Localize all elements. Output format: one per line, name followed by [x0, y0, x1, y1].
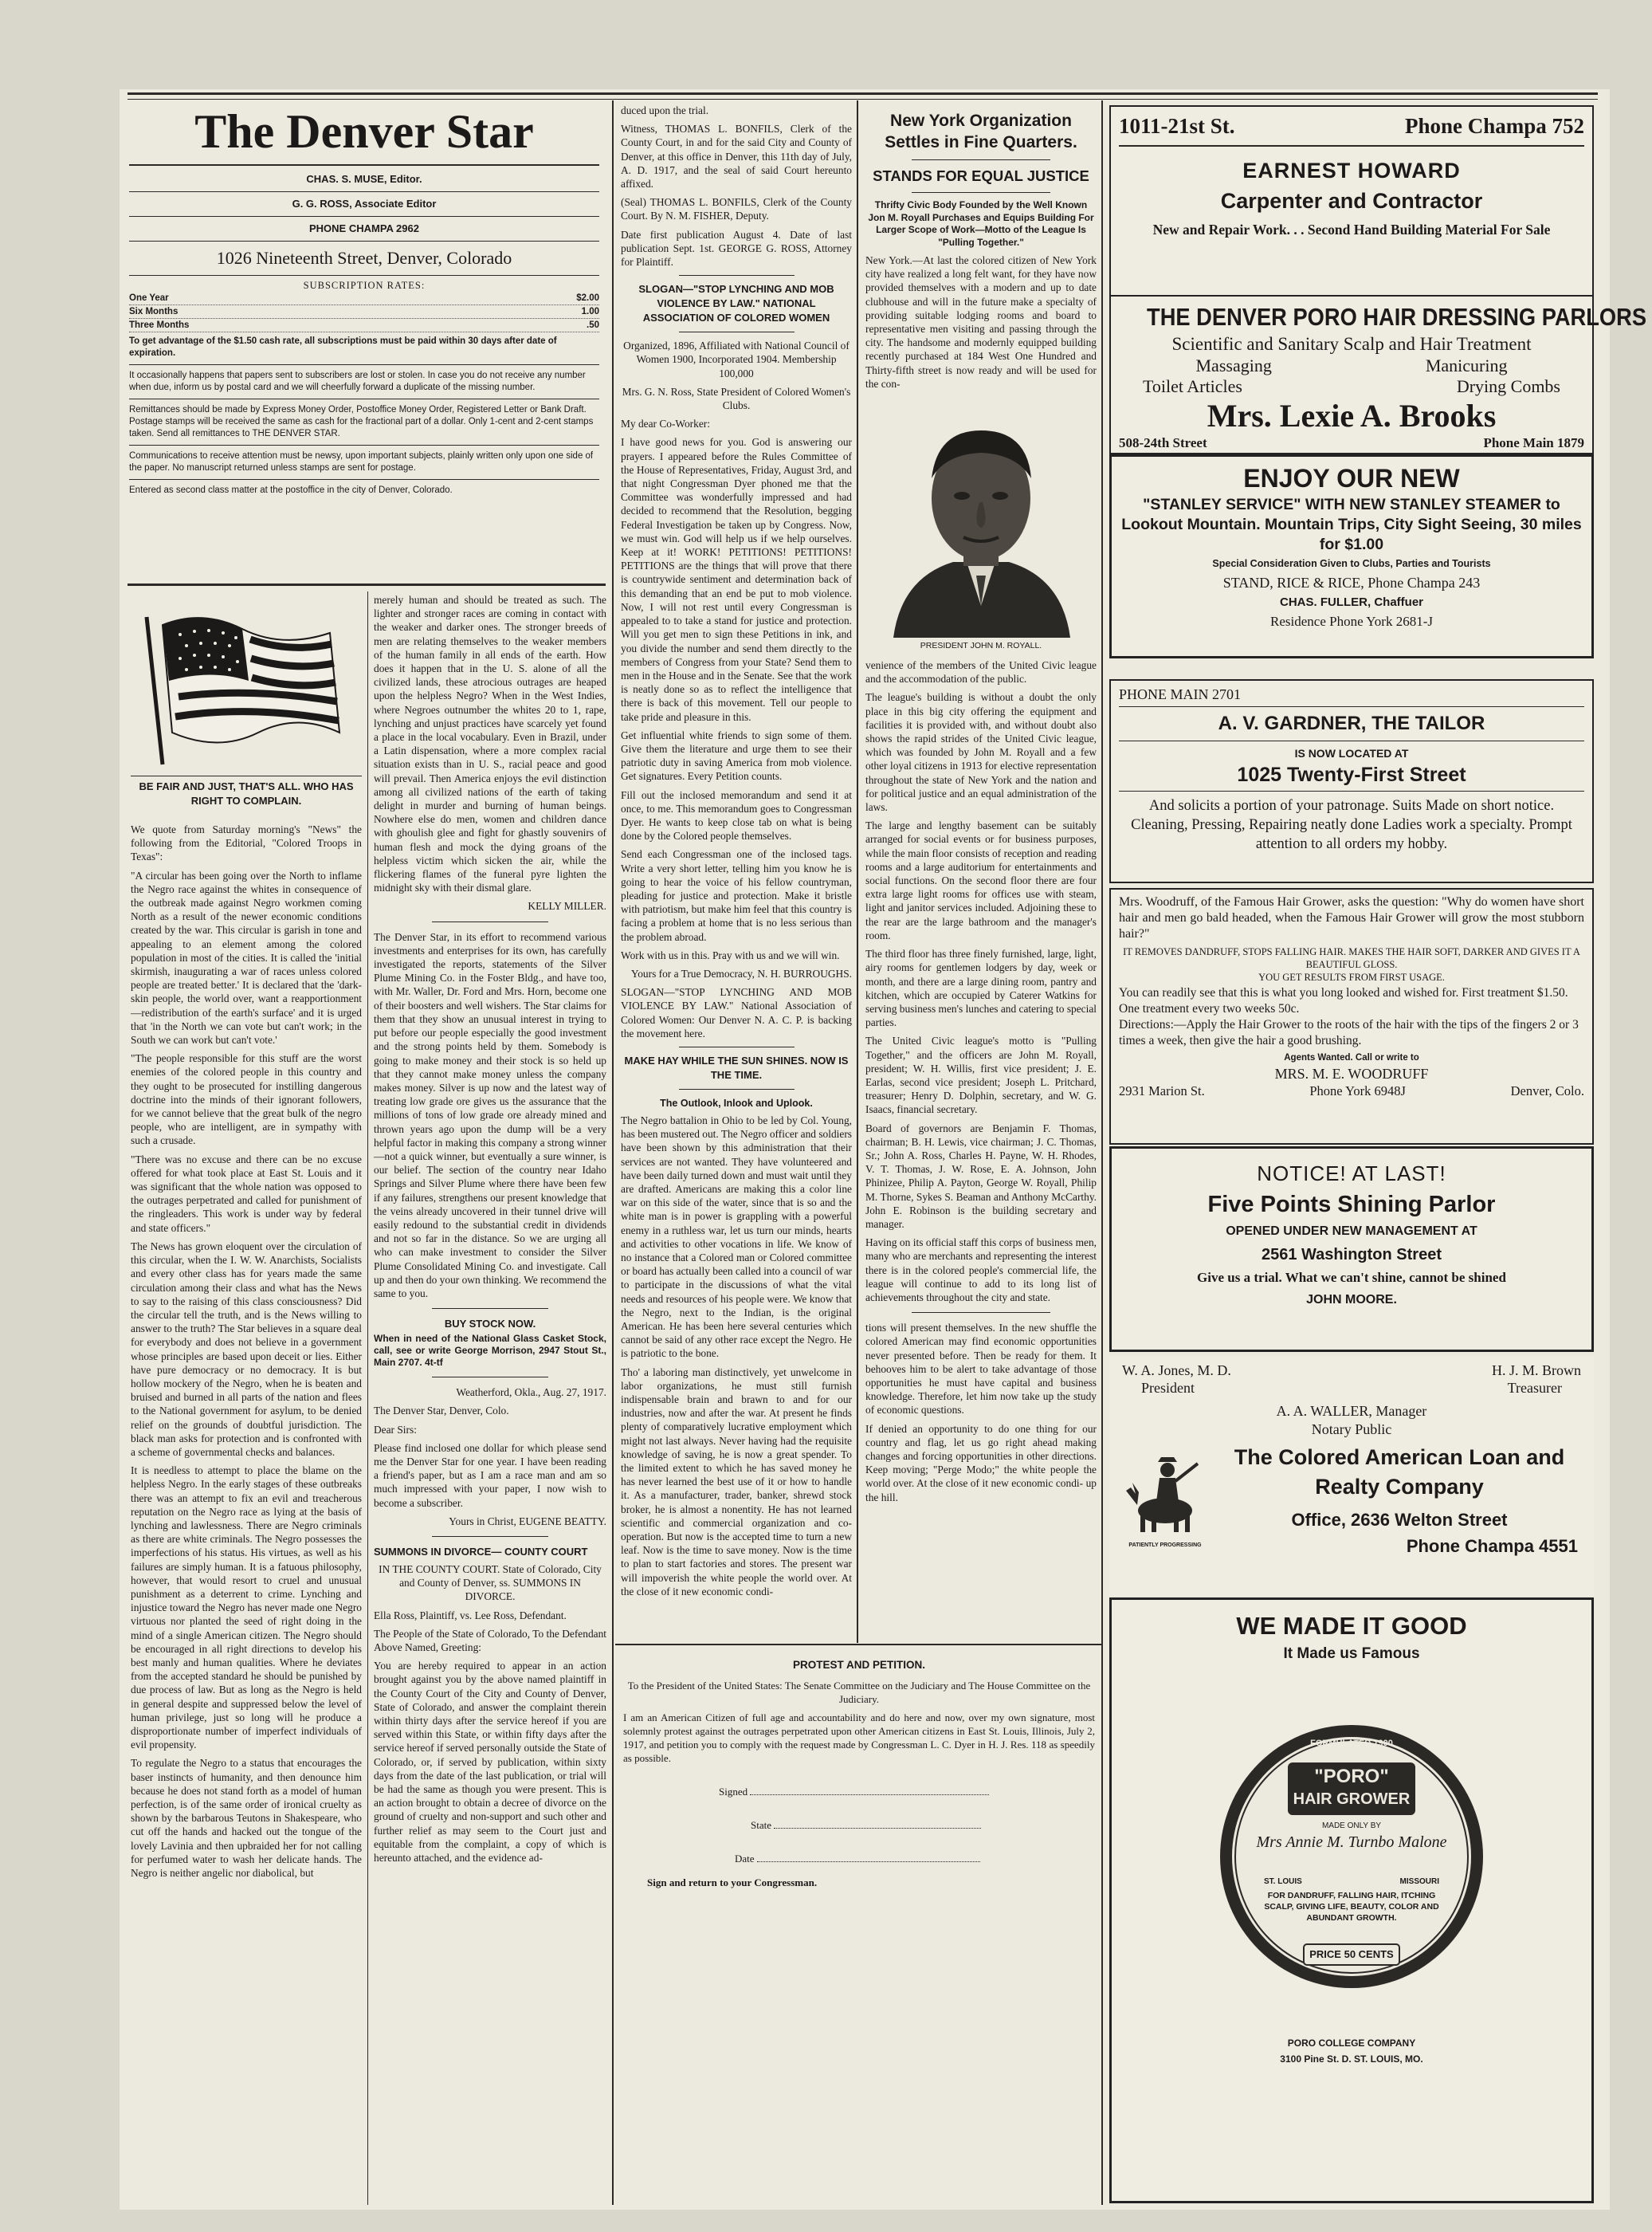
stanley-line3: STAND, RICE & RICE, Phone Champa 243 — [1222, 575, 1481, 591]
column-rule — [367, 591, 368, 2205]
portrait-caption: PRESIDENT JOHN M. ROYALL. — [920, 641, 1042, 651]
woodruff-phone: Phone York 6948J — [1309, 1083, 1406, 1098]
col4-paragraph: venience of the members of the United Civic league and the accommodation of the public. — [865, 659, 1097, 686]
loan-emblem-caption: PATIENTLY PROGRESSING — [1128, 1542, 1202, 1548]
remittance-notice: Remittances should be made by Express Money Order, Postoffice Money Order, Registered Letter or Bank Draft. Postage stamps will be received the same as cash for the fractional part of a dollar. Only 1-cent and 2-cent stamps taken. Send all remittances to THE DENVER STAR. — [129, 405, 594, 438]
american-flag-illustration — [131, 593, 362, 768]
woodruff-footer — [1119, 1083, 1584, 1100]
product-toilet-articles: Toilet Articles — [1143, 376, 1242, 396]
poro-parlors-owner: Mrs. Lexie A. Brooks — [1207, 398, 1497, 434]
stanley-title: ENJOY OUR NEW — [1243, 464, 1460, 493]
loan-text — [1213, 1443, 1586, 1559]
ad-five-points-shining — [1109, 1146, 1594, 1352]
five-points-title: Five Points Shining Parlor — [1207, 1192, 1496, 1217]
woodruff-body: You can readily see that this is what you long looked and wished for. First treatment $1.50. One treatment every two weeks 50c. — [1119, 986, 1568, 1016]
president-portrait — [877, 399, 1085, 638]
col3-paragraph: My dear Co-Worker: — [621, 418, 710, 430]
buy-stock-text: When in need of the National Glass Casket Stock, call, see or write George Morrison, 2947 Stout St., Main 2707. 4t-tf — [374, 1333, 606, 1369]
woodruff-name: MRS. M. E. WOODRUFF — [1274, 1066, 1429, 1082]
seal-brand1: "PORO" — [1314, 1766, 1389, 1787]
summons-parties: Ella Ross, Plaintiff, vs. Lee Ross, Defendant. — [374, 1609, 567, 1621]
poro-seal — [1216, 1721, 1487, 1992]
loan-president-name: W. A. Jones, M. D. — [1122, 1362, 1231, 1378]
letter-signature: Yours in Christ, EUGENE BEATTY. — [449, 1515, 606, 1527]
loan-president-title: President — [1141, 1380, 1195, 1396]
gardner-title: A. V. GARDNER, THE TAILOR — [1218, 713, 1485, 734]
seal-claim: FOR DANDRUFF, FALLING HAIR, ITCHING SCALP, GIVING LIFE, BEAUTY, COLOR AND ABUNDANT GROWTH. — [1264, 1891, 1439, 1923]
seal-city-b: MISSOURI — [1399, 1877, 1439, 1886]
woodruff-intro: Mrs. Woodruff, of the Famous Hair Grower, asks the question: "Why do women have short hair and men go bald headed, when the Famous Hair Grower will grow the most stubborn hair?" — [1119, 895, 1584, 941]
masthead-rule — [129, 241, 599, 242]
column-4 — [865, 104, 1097, 1642]
make-hay-heading: MAKE HAY WHILE THE SUN SHINES. NOW IS THE TIME. — [624, 1054, 849, 1081]
howard-address: 1011-21st St. — [1119, 114, 1235, 138]
loan-treasurer-title: Treasurer — [1507, 1380, 1562, 1396]
poro-company-address: 3100 Pine St. D. ST. LOUIS, MO. — [1280, 2053, 1423, 2065]
masthead-rule — [129, 216, 599, 217]
col4-paragraph: tions will present themselves. In the new shuffle the colored American may find economic opportunities never presented before. Then be ready for them. It behooves him to be alert to take advantage of those opportunities he must have capital and business knowledge. Therefore, let him now take up the study of economic questions. — [865, 1322, 1097, 1417]
gardner-line1: IS NOW LOCATED AT — [1294, 747, 1409, 760]
masthead — [129, 104, 599, 582]
col3-paragraph: Work with us in this. Pray with us and we will win. — [621, 949, 840, 961]
column-1 — [131, 593, 362, 2203]
col3-paragraph: The Negro battalion in Ohio to be led by Col. Young, has been mustered out. The Negro officer and soldiers have been shown by this administration that their services are not wanted. They have volunteered and have been daily turned down and must wait until they are drafted. Americans are making this a color line war on this side of the water, since that is so and the white man is in power is grappling with a powerful enemy in a ruthless war, let us turn our minds, hearts and activities to other vocations in life. We know of no instance that a Colored man or Colored committee or board has actually been called into a council of war to participate in the discussions of what the vital needs and resources of his people were. We know that the Negro, next to the Indian, is the original American. He has been here several centuries which cannot be said of any other race except the Negro. He is patriotic to the bone. — [621, 1114, 853, 1360]
column-rule — [1101, 100, 1103, 2205]
section-rule — [679, 275, 795, 276]
stanley-line2: Special Consideration Given to Clubs, Parties and Tourists — [1212, 558, 1491, 569]
col4-paragraph: Board of governors are Benjamin F. Thomas, chairman; B. H. Lewis, vice chairman; J. C. Thomas, Sr.; John A. Ross, Charles H. Payne, W. H. Rhodes, V. T. Thomas, J. W. Rose, E. A. Johnson, John Phinizee, Philip A. Payton, George W. Royall, Philip M. Thorne, Sykes S. Beaman and Anthony McCarthy. John E. Robinson is the building secretary and manager. — [865, 1122, 1097, 1230]
rate-price: .50 — [587, 320, 599, 330]
gardner-phone: PHONE MAIN 2701 — [1119, 686, 1241, 702]
phone-line: PHONE CHAMPA 2962 — [309, 222, 419, 234]
column-2 — [374, 593, 606, 2203]
rates-table — [129, 292, 599, 332]
poro-parlors-products — [1119, 376, 1584, 397]
loan-officer-titles — [1117, 1379, 1586, 1397]
section-rule — [432, 1536, 548, 1537]
stanley-line5: Residence Phone York 2681-J — [1270, 614, 1433, 629]
petition-top-rule — [615, 1644, 1101, 1645]
ad-stanley-service — [1109, 454, 1594, 658]
rate-price: $2.00 — [576, 293, 599, 303]
col1-paragraph: It is needless to attempt to place the blame on the helpless Negro. In the early stages of these outbreaks there was an attempt to fix an evil and treacherous reputation on the Negro race as lying at the basis of lynching and lawlessness. There are Negro criminals as there are white criminals. The Negro possesses the imperfections of his status. His virtues, as well as his failures are simply human. It is a fatuous philosophy, however, that would resort to cruel and unusual punishment as a deterrent to crime. Lynching and injustice toward the Negro has never made one Negro virtuous nor planted the seed of right doing in the mind of a single American citizen. The Negro should be encouraged in all right directions to develop his best manly and human qualities. Where he deviates from the accepted standard he should be punished by due process of law. But as long as the Negro is held in general despite and suppressed below the level of human privilege, just so long will he produce a disproportionate number of imperfect individuals of evil propensity. — [131, 1464, 362, 1751]
ad-poro-parlors — [1109, 295, 1647, 454]
poro-company: PORO COLLEGE COMPANY — [1287, 2037, 1416, 2049]
petition-body: I am an American Citizen of full age and accountability and do here and now, over my own signature, most solemnly protest against the outrages perpetrated upon other American citizens in East St. Louis, Illinois, July 2, 1917, and petition you to comply with the request made by Congressman L. C. Dyer in H. J. Res. 118 as speedily as possible. — [623, 1711, 1095, 1764]
seal-made-by: MADE ONLY BY — [1321, 1821, 1382, 1830]
top-border-rule-thin — [128, 99, 1598, 100]
column-3 — [621, 104, 852, 1642]
column-rule — [612, 100, 614, 2205]
howard-header — [1119, 112, 1584, 140]
rate-row — [129, 319, 599, 332]
service-massaging: Massaging — [1195, 356, 1272, 375]
letter-addressee: The Denver Star, Denver, Colo. — [374, 1405, 509, 1417]
address-line: 1026 Nineteenth Street, Denver, Colorado — [216, 248, 512, 268]
col4-paragraph: The United Civic league's motto is "Pulling Together," and the officers are John M. Royall, president; W. H. Willis, first vice president; J. E. Earlas, second vice president; Joseph L. Pritchard, treasurer; Henry D. Dolphin, secretary, and W. G. Isaacs, financial secretary. — [865, 1035, 1097, 1116]
loan-officer-names — [1117, 1362, 1586, 1379]
top-border-rule — [128, 92, 1598, 95]
editor-line: CHAS. S. MUSE, Editor. — [306, 173, 422, 185]
poro-parlors-footer — [1119, 435, 1584, 451]
loan-emblem — [1117, 1443, 1213, 1548]
five-points-address: 2561 Washington Street — [1262, 1246, 1442, 1263]
woodruff-address: 2931 Marion St. — [1119, 1083, 1205, 1098]
ny-headline: New York Organization Settles in Fine Quarters. — [885, 112, 1077, 151]
col4-paragraph: If denied an opportunity to do one thing for our country and flag, let us go right ahead making changes and forcing opportunities in other directions. Keep moving; "Perge Modo;" the white people the world over. At the close of it new economic condi- up the hill. — [865, 1422, 1097, 1503]
newspaper-page — [120, 89, 1647, 2210]
ad-rule — [1119, 791, 1584, 792]
col3-signature: Yours for a True Democracy, N. H. BURROUGHS. — [630, 967, 852, 980]
poro-grower-sub: It Made us Famous — [1283, 1645, 1420, 1662]
loan-phone: Phone Champa 4551 — [1406, 1536, 1578, 1556]
masthead-rule — [129, 479, 599, 480]
five-points-line2: Give us a trial. What we can't shine, cannot be shined — [1197, 1270, 1506, 1285]
col3-paragraph: Get influential white friends to sign some of them. Give them the literature and urge them to see their patriotic duty in saving America from mob violence. Get signatures. Every Petition counts. — [621, 729, 852, 783]
poro-parlors-title: THE DENVER PORO HAIR DRESSING PARLORS — [1147, 303, 1647, 331]
petition-field-state[interactable] — [751, 1819, 1095, 1832]
seal-maker: Mrs Annie M. Turnbo Malone — [1256, 1833, 1447, 1851]
ad-howard-carpenter — [1109, 105, 1594, 297]
gardner-address: 1025 Twenty-First Street — [1237, 764, 1466, 786]
woodruff-results: YOU GET RESULTS FROM FIRST USAGE. — [1258, 972, 1445, 983]
poro-parlors-phone: Phone Main 1879 — [1483, 435, 1584, 450]
col3-paragraph: Organized, 1896, Affiliated with National Council of Women 1900, Incorporated 1904. Membership 100,000 — [623, 340, 850, 379]
howard-trade: Carpenter and Contractor — [1220, 189, 1483, 213]
gardner-body: And solicits a portion of your patronage. Suits Made on short notice. Cleaning, Pressing, Repairing neatly done Ladies work a specialty. Prompt attention to all orders my hobby. — [1131, 798, 1572, 852]
section-rule — [912, 159, 1050, 160]
slogan-repeat: SLOGAN—"STOP LYNCHING AND MOB VIOLENCE BY LAW." National Association of Colored Women: Our Denver N. A. C. P. is backing the movement here. — [621, 986, 852, 1039]
five-points-notice: NOTICE! AT LAST! — [1257, 1161, 1446, 1185]
poro-parlors-services — [1119, 356, 1584, 376]
col1-paragraph: "A circular has been going over the North to inflame the Negro race against the whites in consequence of the outbreak made against Negro workmen coming North as a result of the newer economic conditions created by the war. This circular is garish in tone and appealing to an element among the colored population in most of the cities. It is called the 'initial skirmish, inaugurating a war of races unless colored people are treated better.' It is declared that the 'dark-skin people, the world over, want a reapportionment—redistribution of the earth's surface' and it is urged that 'in the North we can vote but can't work; in the South we can work but can't vote.' — [131, 869, 362, 1047]
five-points-line1: OPENED UNDER NEW MANAGEMENT AT — [1226, 1224, 1477, 1238]
col1-paragraph: The News has grown eloquent over the circulation of this circular, when the I. W. W. Anarchists, Socialists and every other class has for years made the same circulation among their class and what has the News to say to the raising of this class consciousness? Did the circular tell the truth, and is the News willing to answer to the truth? The Star believes in a square deal for everybody and does not believe in a government whose principles are based upon deceit or lies. Either have pure democracy or no democracy. It is but hollow mockery of the Negro, when he is beaten and bruised and burned in all parts of the nation and flees to the National government for asylum, to be denied relief on the grounds of doubtful jurisdiction. The black man asks for protection and is confronted with a scheme of governmental checks and balances. — [131, 1240, 362, 1458]
col1-paragraph: "The people responsible for this stuff are the worst enemies of the colored people in this country and they ought to be prosecuted for instilling dangerous doctrine into the minds of their ignorant followers, for we cannot believe that the great bulk of the negro people, who are intelligent, are in sympathy with such a crusade. — [131, 1052, 362, 1147]
masthead-rule — [129, 445, 599, 446]
field-label: Signed — [719, 1786, 748, 1798]
woodruff-city: Denver, Colo. — [1510, 1083, 1584, 1098]
kelly-miller-signature: KELLY MILLER. — [528, 900, 606, 913]
masthead-rule — [129, 191, 599, 192]
ad-rule — [1119, 145, 1584, 147]
masthead-rule — [129, 364, 599, 365]
paper-title: The Denver Star — [194, 105, 534, 158]
woodruff-directions: Directions:—Apply the Hair Grower to the roots of the hair with the tips of the fingers 2 or 3 times a week, then give the hair a good brushing. — [1119, 1018, 1579, 1047]
service-manicuring: Manicuring — [1425, 356, 1508, 375]
rate-label: Three Months — [129, 320, 190, 330]
col2-paragraph: merely human and should be treated as such. The lighter and stronger races are coming in contact with the weaker and darker ones. The stronger breeds of men are relating themselves to the weaker members of the human family in all ends of the earth. How does it happen that in the U. S. alone of all the civilized lands, these atrocious outrages are heaped upon the helpless Negro? When in the West Indies, where Negroes outnumber the whites 20 to 1, rape, lynching and unjust practices have scarcely yet found a place in the local vocabulary. Even in Brazil, under a Latin dispensation, where a more complex racial situation exists than in U. S., racial peace and good will prevail. Then America enjoys the evil distinction among all civilized nations of the earth of taking delight in murder and burning of human beings. Nowhere else do men, women and children dance with ghoulish glee and fight for ghastly souvenirs of human flesh and mock the dying groans of the helpless victim which sicken the air, while the flickering flames of the funeral pyre lighten the midnight sky with their dismal glare. — [374, 594, 606, 894]
howard-phone: Phone Champa 752 — [1404, 114, 1584, 138]
rate-row — [129, 292, 599, 305]
seal-price: PRICE 50 CENTS — [1309, 1948, 1394, 1960]
woodruff-claim: IT REMOVES DANDRUFF, STOPS FALLING HAIR. MAKES THE HAIR SOFT, DARKER AND GIVES IT A BEAUTIFUL GLOSS. — [1123, 946, 1580, 970]
section-rule — [432, 921, 548, 922]
col3-paragraph: Mrs. G. N. Ross, State President of Colored Women's Clubs. — [622, 385, 851, 412]
letter-salutation: Dear Sirs: — [374, 1423, 417, 1436]
seal-city-a: ST. LOUIS — [1264, 1877, 1302, 1886]
rate-label: One Year — [129, 293, 169, 303]
col3-paragraph: duced upon the trial. — [621, 104, 709, 116]
section-rule — [912, 1312, 1050, 1313]
seal-top: FORMULATED 1900 — [1310, 1739, 1393, 1748]
col4-paragraph: The league's building is without a doubt the only place in this big city offering the equipment and facilities it is provided with, and without doubt also shows the rapid strides of the United Civic league, which was founded by John M. Royall and a few other loyal citizens in 1913 for elective representation throughout the state of New York and the nation and for political justice and an equal administration of the laws. — [865, 691, 1097, 814]
petition-field-date[interactable] — [735, 1853, 1095, 1865]
lost-papers-notice: It occasionally happens that papers sent to subscribers are lost or stolen. In case you do not receive any number when due, inform us by postal card and we will cheerfully forward a duplicate of the missing number. — [129, 371, 586, 392]
seal-cities — [1264, 1877, 1439, 1886]
howard-line: New and Repair Work. . . Second Hand Building Material For Sale — [1152, 222, 1551, 238]
petition-footer: Sign and return to your Congressman. — [647, 1876, 818, 1888]
col2-paragraph: The Denver Star, in its effort to recommend various investments and enterprises for its own, has carefully investigated the reports, statements of the Silver Plume Mining Co. in the Foster Bldg., and have too, with Mr. Waller, Dr. Ford and Mrs. Horn, become one of their boosters and well wishers. The Star claims for them that they show an unusual interest in trying to put before our people especially the good investment and the strong points held by them. Somebody is going to make money and their stock is so held up that they cannot make money unless the company makes money. Silver is up now and the latest way of treating low grade ore gives us the assurance that the millions of tons of low grade ore already mined and thrown years ago upon the dump will be a very helpful factor in making this company a strong winner—not a quick winner, but eventually a sure winner, is our belief. The section of the country near Idaho Springs and Silver Plume where there have been few if any failures, strengthens our present knowledge that the veins already uncovered in their tunnel drive will easily redound to the substantial credit in dividends and not so far in the distance. So we are urging all who can make investment to consider the Silver Plume Consolidated Mining Co. and investigate. Call up and then do your own thinking. We recommend the same to you. — [374, 930, 606, 1299]
field-label: Date — [735, 1853, 755, 1865]
rates-note: To get advantage of the $1.50 cash rate, all subscriptions must be paid within 30 days after date of expiration. — [129, 336, 557, 358]
petition-field-signed[interactable] — [719, 1786, 1095, 1798]
ad-colored-american-loan — [1109, 1357, 1594, 1596]
loan-title: The Colored American Loan and Realty Company — [1234, 1445, 1565, 1499]
donkey-rider-emblem — [1121, 1443, 1209, 1538]
rates-heading: SUBSCRIPTION RATES: — [303, 280, 426, 291]
seal-brand2: HAIR GROWER — [1293, 1790, 1411, 1808]
loan-office: Office, 2636 Welton Street — [1291, 1510, 1508, 1530]
summons-greeting: The People of the State of Colorado, To the Defendant Above Named, Greeting: — [374, 1627, 606, 1653]
col4-paragraph: The large and lengthy basement can be suitably arranged for social events or for business purposes, while the main floor consists of reception and reading rooms and a large auditorium for entertainments and social functions. On the second floor there are four extra large light rooms for offices use with steam, light and janitor services included. Adjoining these to the rear are the large bathroom and the manager's room. — [865, 819, 1097, 941]
petition-salutation: To the President of the United States: The Senate Committee on the Judiciary and The House Committee on the Judiciary. — [627, 1680, 1091, 1705]
col4-paragraph: The third floor has three finely furnished, large, light, airy rooms for gentlemen lodgers by day, week or month, and there are a large dining room, pantry and kitchen, which are occupied by Caterer Watkins for serving business men's lunches and catering to special parties. — [865, 948, 1097, 1029]
col3-paragraph: Witness, THOMAS L. BONFILS, Clerk of the County Court, in and for the said City and County of Denver, at this office in Denver, this 11th day of July, A. D. 1917, and the seal of said Court hereunto affixed. — [621, 123, 852, 191]
rate-label: Six Months — [129, 307, 179, 316]
col3-paragraph: Send each Congressman one of the inclosed tags. Write a very short letter, telling him you know he is going to hear the voice of his fellow countryman, pleading for justice and protection. Make it bristle with patriotism, but make him feel that this country is facing a problem at home that is no less serious than the problem abroad. — [621, 848, 852, 943]
poro-parlors-line1: Scientific and Sanitary Scalp and Hair Treatment — [1171, 334, 1532, 354]
entry-notice: Entered as second class matter at the postoffice in the city of Denver, Colorado. — [129, 485, 453, 495]
loan-body — [1117, 1443, 1586, 1559]
col3-paragraph: Date first publication August 4. Date of last publication Sept. 1st. GEORGE G. ROSS, Attorney for Plaintiff. — [621, 228, 852, 269]
poro-grower-title: WE MADE IT GOOD — [1236, 1612, 1467, 1640]
col4-paragraph: New York.—At last the colored citizen of New York city have realized a long felt want, for they have now provided themselves with a modern and up to date clubhouse and will in the future make a specialty of providing suitable lodging rooms and board to representative men visiting and passing through the city. The handsome and modernly equipped building recently purchased at 184 West One Hundred and Thirty-fifth street is now ready and will be used for the con- — [865, 254, 1097, 390]
outlook-heading: The Outlook, Inlook and Uplook. — [660, 1097, 813, 1109]
rate-row — [129, 305, 599, 319]
slogan-heading: SLOGAN—"STOP LYNCHING AND MOB VIOLENCE BY LAW." NATIONAL ASSOCIATION OF COLORED WOMEN — [638, 283, 834, 324]
loan-manager: A. A. WALLER, Manager — [1276, 1403, 1427, 1419]
col4-paragraph: Having on its official staff this corps of business men, many who are merchants and representing the interest there is in the colored people's commercial life, the league will continue to add to its long list of achievements throughout the city and state. — [865, 1236, 1097, 1303]
col1-paragraph: "There was no excuse and there can be no excuse offered for what took place at East St. Louis and it was significant that the whole nation was opposed to the outrages perpetrated and called for punishment of the ringleaders. This work is under way by federal and state officers." — [131, 1153, 362, 1234]
product-drying-combs: Drying Combs — [1456, 376, 1560, 396]
col1-paragraph: To regulate the Negro to a status that encourages the baser instincts of humanity, and then denounce him because he does not stand forth as a model of human perfection, is of the same order of ironical cruelty as shown by the barbarous Teutons in Shakespeare, who cut off the hands and hacked out the tongue of the lovely Lavinia and then upbraided her for not calling for perfumed water to wash her delicate hands. The Negro is neither angelic nor diabolical, but — [131, 1757, 362, 1880]
col3-paragraph: Tho' a laboring man distinctively, yet unwelcome in labor organizations, he must still furnish indispensable brain and brawn to and for our industries, now and after the war. At present he finds plenty of comparatively lucrative employment which might not last always. Never having had the requisite knowledge of saving, he is now a great spender. To the limited extent to which he has saved money he has never learned the best use of it or how to handle it. As a manufacturer, trader, banker, shrewd stock broker, he is almost a nonentity. He has not learned scientific and commercial organization and co-operation. But now is the accepted time to turn a new leaf. Now is the time to save money. Now is the time to plan to start factories and stores. The present war will impoverish the white people the world over. At the close of it new economic condi- — [621, 1366, 852, 1597]
col3-paragraph: Fill out the inclosed memorandum and send it at once, to me. This memorandum goes to Congressman Dyer. He wants to keep close tab on what is being done by the Colored people themselves. — [621, 788, 852, 843]
flag-caption: BE FAIR AND JUST, THAT'S ALL. WHO HAS RIGHT TO COMPLAIN. — [139, 780, 354, 807]
woodruff-agents: Agents Wanted. Call or write to — [1284, 1053, 1419, 1063]
letter-dateline: Weatherford, Okla., Aug. 27, 1917. — [456, 1386, 606, 1399]
loan-notary: Notary Public — [1311, 1421, 1392, 1437]
column-rule — [857, 100, 858, 1643]
equal-justice-subhead: STANDS FOR EQUAL JUSTICE — [873, 167, 1089, 184]
stanley-line4: CHAS. FULLER, Chaffuer — [1280, 595, 1423, 609]
summons-body: You are hereby required to appear in an action brought against you by the above named plaintiff in the County Court of the City and County of Denver, State of Colorado, and answer the complaint therein within thirty days after the service hereof if you are served within this State, or within fifty days after the service hereof if served personally outside the State of Colorado, or, if served by publication, within sixty days from the date of the last publication, or trial will be had the same as though you were present. This is an action brought to obtain a decree of divorce on the ground of cruelty and non-support and such other and further relief as may seem to the Court just and equitable from the complaint, a copy of which is hereunto attached, and the evidence ad- — [374, 1660, 606, 1865]
col3-paragraph: I have good news for you. God is answering our prayers. I appeared before the Rules Committee of the House of Representatives, Friday, August 3rd, and that night Congressman Dyer phoned me that the Committee was wonderfully impressed and had decided to recommend that the Resolution, begging Federal Investigation be taken up by Congress. Now, we must win. God will help us if we help ourselves. Keep at it! WORK! PETITIONS! PETITIONS! PETITIONS are the things that will prove that there is countrywide sentiment and determination back of this demanding that an end be put to mob violence. Now, I will not rest until every Congressman is appealed to to take a stand for justice and protection. Will you get men to sign these Petitions in ink, and you divide the number and send them directly to the members of Congress from your State? Send them to men in the House and in the Senate. See that the work is neatly done so as to reflect the intelligence that there is back of this movement. Tell our people to take pride and pleasure in this. — [621, 436, 852, 723]
masthead-rule — [129, 164, 599, 166]
loan-treasurer-name: H. J. M. Brown — [1491, 1362, 1581, 1378]
summons-heading: SUMMONS IN DIVORCE— COUNTY COURT — [374, 1545, 588, 1558]
ad-poro-hair-grower — [1109, 1597, 1594, 2203]
section-rule — [432, 1308, 548, 1309]
ny-deck: Thrifty Civic Body Founded by the Well Known Jon M. Royall Purchases and Equips Building For Larger Scope of Work—Motto of the League Is "Pulling Together." — [868, 199, 1094, 248]
summons-court: IN THE COUNTY COURT. State of Colorado, City and County of Denver, ss. SUMMONS IN DIVORCE. — [379, 1562, 602, 1603]
five-points-owner: JOHN MOORE. — [1306, 1293, 1397, 1307]
ad-rule — [1119, 706, 1584, 707]
ad-woodruff-hair-grower — [1109, 888, 1594, 1145]
ad-gardner-tailor — [1109, 679, 1594, 883]
stanley-line1: "STANLEY SERVICE" WITH NEW STANLEY STEAMER to Lookout Mountain. Mountain Trips, City Sight Seeing, 30 miles for $1.00 — [1121, 496, 1582, 553]
poro-parlors-address: 508-24th Street — [1119, 435, 1207, 450]
section-rule — [679, 1089, 795, 1090]
letter-body: Please find inclosed one dollar for which please send me the Denver Star for one year. I have been reading a friend's paper, but as I am a race man and am so much impressed with your paper, I now wish to become a subscriber. — [374, 1441, 606, 1509]
petition-form — [623, 1652, 1095, 2210]
communications-notice: Communications to receive attention must be newsy, upon important subjects, plainly written only upon one side of the paper. No manuscript returned unless stamps are sent for postage. — [129, 451, 594, 473]
howard-name: EARNEST HOWARD — [1242, 159, 1461, 183]
masthead-bottom-rule — [128, 584, 606, 586]
field-label: State — [751, 1819, 771, 1831]
petition-title: PROTEST AND PETITION. — [792, 1659, 925, 1671]
rate-price: 1.00 — [581, 307, 599, 316]
col3-paragraph: (Seal) THOMAS L. BONFILS, Clerk of the County Court. By N. M. FISHER, Deputy. — [621, 196, 852, 222]
col1-paragraph: We quote from Saturday morning's "News" the following from the Editorial, "Colored Troops in Texas": — [131, 823, 362, 863]
section-rule — [912, 192, 1050, 193]
buy-stock-heading: BUY STOCK NOW. — [444, 1318, 536, 1330]
masthead-rule — [129, 275, 599, 276]
associate-editor-line: G. G. ROSS, Associate Editor — [292, 198, 437, 210]
